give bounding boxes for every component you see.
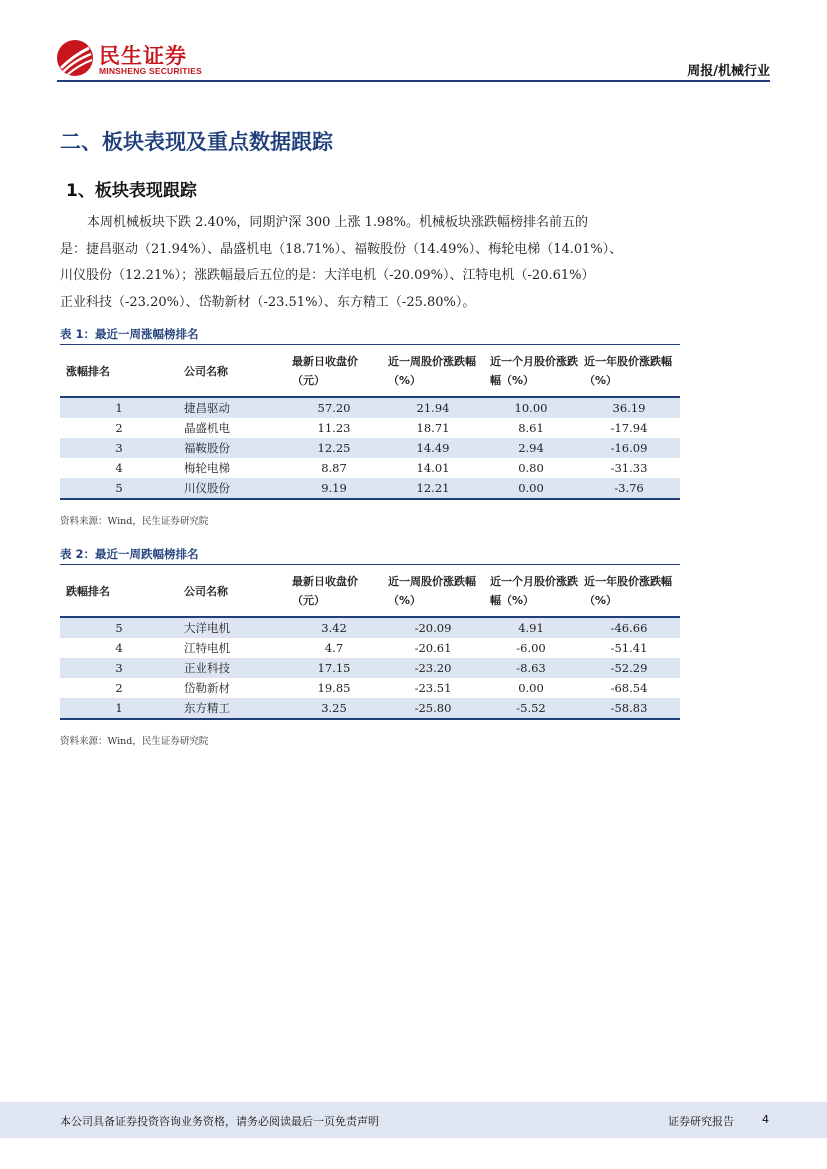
table2-title: 表 2：最近一周跌幅榜排名 (60, 547, 199, 561)
table-header-row (60, 346, 680, 397)
losers-table (60, 566, 680, 720)
column-header: 公司名称 (178, 346, 286, 397)
column-header: 近一个月股价涨跌幅（%） (484, 346, 578, 397)
table-cell: -23.51 (414, 681, 452, 695)
table-cell: 21.94 (382, 397, 484, 418)
table-cell: 19.85 (317, 681, 351, 695)
table-cell: 0.80 (518, 461, 544, 475)
table-cell: -20.09 (382, 617, 484, 638)
table-row (60, 638, 680, 658)
footer-doc-type: 证券研究报告 (668, 1115, 734, 1128)
table-cell: 4.91 (484, 617, 578, 638)
table-cell: 10.00 (484, 397, 578, 418)
table-cell: 捷昌驱动 (178, 397, 286, 418)
table-cell: 3.42 (286, 617, 382, 638)
table-cell: 梅轮电梯 (184, 461, 230, 475)
table-cell: 17.15 (286, 658, 382, 678)
table-cell: 5 (60, 478, 178, 499)
table2-source: 资料来源：Wind，民生证券研究院 (60, 736, 209, 747)
table-row (60, 478, 680, 499)
table-cell: 12.21 (382, 478, 484, 499)
table-cell: 江特电机 (184, 641, 230, 655)
table-cell: 福鞍股份 (178, 438, 286, 458)
table-cell: 18.71 (416, 421, 450, 435)
table-cell: -68.54 (610, 681, 648, 695)
table-cell: 4 (115, 461, 123, 475)
table-cell: 岱勒新材 (184, 681, 230, 695)
table-cell: 3 (60, 438, 178, 458)
table-cell: -20.61 (414, 641, 452, 655)
section-title: 二、板块表现及重点数据跟踪 (60, 130, 333, 154)
table-cell: 14.49 (382, 438, 484, 458)
logo-english-name: MINSHENG SECURITIES (99, 66, 202, 76)
table-cell: 8.61 (518, 421, 544, 435)
gainers-table (60, 346, 680, 500)
table-cell: -16.09 (578, 438, 680, 458)
column-header: 近一周股价涨跌幅（%） (382, 346, 484, 397)
table-cell: 3.25 (286, 698, 382, 719)
table-cell: 12.25 (286, 438, 382, 458)
table-cell: -58.83 (578, 698, 680, 719)
table-cell: 川仪股份 (178, 478, 286, 499)
page-number: 4 (762, 1113, 769, 1126)
column-header: 近一个月股价涨跌幅（%） (484, 566, 578, 617)
subsection-title: 1、板块表现跟踪 (66, 181, 197, 201)
table-header-row (60, 566, 680, 617)
table-cell: 晶盛机电 (184, 421, 230, 435)
paragraph-line: 是：捷昌驱动（21.94%）、晶盛机电（18.71%）、福鞍股份（14.49%）、梅轮电梯（14.01%）、 (60, 241, 623, 257)
table-cell: 2 (115, 681, 123, 695)
table-row (60, 698, 680, 719)
table-row (60, 658, 680, 678)
table-cell: -25.80 (382, 698, 484, 719)
table2-top-rule (60, 564, 680, 565)
column-header: 涨幅排名 (60, 346, 178, 397)
table-cell: 9.19 (286, 478, 382, 499)
table-cell: -31.33 (610, 461, 648, 475)
logo-mark-icon (57, 40, 93, 76)
table1-title: 表 1：最近一周涨幅榜排名 (60, 327, 199, 341)
column-header: 最新日收盘价（元） (286, 566, 382, 617)
table-cell: -23.20 (382, 658, 484, 678)
table-cell: 1 (60, 397, 178, 418)
table-row (60, 678, 680, 698)
table-cell: -6.00 (516, 641, 546, 655)
column-header: 跌幅排名 (60, 566, 178, 617)
page-header (0, 0, 827, 90)
logo-chinese-name: 民生证券 (99, 44, 187, 68)
table-cell: -46.66 (578, 617, 680, 638)
table1-top-rule (60, 344, 680, 345)
paragraph-line: 正业科技（-23.20%）、岱勒新材（-23.51%）、东方精工（-25.80%）。 (60, 294, 476, 310)
column-header: 近一年股价涨跌幅（%） (578, 566, 680, 617)
column-header: 近一年股价涨跌幅（%） (578, 346, 680, 397)
table-cell: -8.63 (484, 658, 578, 678)
table-cell: 4 (115, 641, 123, 655)
table-cell: 2.94 (484, 438, 578, 458)
table-cell: -51.41 (610, 641, 648, 655)
company-logo (57, 40, 207, 80)
table-cell: 0.00 (484, 478, 578, 499)
paragraph-line: 本周机械板块下跌 2.40%，同期沪深 300 上涨 1.98%。机械板块涨跌幅榜排名前五的 (87, 215, 588, 230)
table-cell: -5.52 (484, 698, 578, 719)
table-cell: 14.01 (416, 461, 450, 475)
table-cell: 1 (60, 698, 178, 719)
table-cell: 36.19 (578, 397, 680, 418)
column-header: 近一周股价涨跌幅（%） (382, 566, 484, 617)
table-cell: 5 (60, 617, 178, 638)
table-row (60, 617, 680, 638)
table-row (60, 458, 680, 478)
table-cell: 东方精工 (178, 698, 286, 719)
page-footer (0, 1102, 827, 1138)
table-row (60, 418, 680, 438)
report-type: 周报/机械行业 (687, 64, 770, 79)
table-cell: 大洋电机 (178, 617, 286, 638)
column-header: 公司名称 (178, 566, 286, 617)
table-cell: 3 (60, 658, 178, 678)
header-divider (57, 80, 770, 82)
table-cell: -17.94 (610, 421, 648, 435)
table-cell: 57.20 (286, 397, 382, 418)
table-cell: 4.7 (324, 641, 344, 655)
table-cell: 正业科技 (178, 658, 286, 678)
table-cell: -3.76 (578, 478, 680, 499)
table-cell: 11.23 (317, 421, 351, 435)
table-cell: 2 (115, 421, 123, 435)
summary-paragraph (60, 210, 700, 316)
paragraph-line: 川仪股份（12.21%）；涨跌幅最后五位的是：大洋电机（-20.09%）、江特电机（-20.61%） (60, 268, 595, 283)
table-cell: 0.00 (518, 681, 544, 695)
table-cell: -52.29 (578, 658, 680, 678)
table1-source: 资料来源：Wind，民生证券研究院 (60, 516, 209, 527)
table-row (60, 438, 680, 458)
table-row (60, 397, 680, 418)
column-header: 最新日收盘价（元） (286, 346, 382, 397)
footer-disclaimer: 本公司具备证券投资咨询业务资格，请务必阅读最后一页免责声明 (60, 1115, 379, 1128)
table-cell: 8.87 (321, 461, 347, 475)
